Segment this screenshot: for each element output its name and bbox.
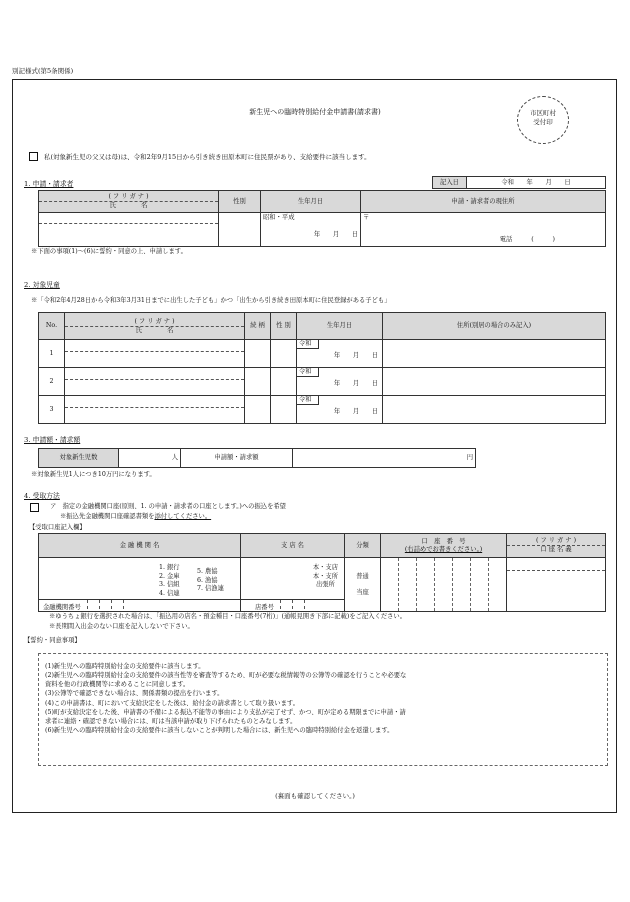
branch-name-header: 支 店 名	[241, 534, 345, 558]
bank-type-1: 1. 銀行	[159, 564, 180, 571]
bank-name-header: 金 融 機 関 名	[39, 534, 241, 558]
section4-heading: 4. 受取方法	[24, 492, 60, 500]
children-table	[38, 312, 606, 424]
account-digit-3[interactable]	[417, 558, 435, 612]
newborn-count-field[interactable]	[119, 449, 181, 468]
account-digit-1[interactable]	[381, 558, 399, 612]
account-heading: 【受取口座記入欄】	[29, 524, 86, 531]
child-relation-field[interactable]	[245, 368, 271, 396]
children-name-label: 氏 名	[135, 326, 174, 334]
newborn-count-unit: 人	[171, 454, 178, 462]
bank-type-6: 6. 漁協	[197, 576, 218, 584]
pledge-item: 求者に連絡・確認できない場合には、町は当該申請が取り下げられたものとみなします。	[45, 717, 297, 725]
child-gender-field[interactable]	[271, 396, 297, 424]
account-holder-furigana-label: ( フ リ ガ ナ )	[507, 537, 605, 546]
child-address-field[interactable]	[383, 340, 606, 368]
bank-type-7: 7. 信漁連	[197, 585, 224, 592]
children-furigana-label: ( フ リ ガ ナ )	[65, 318, 244, 327]
account-holder-header	[507, 534, 606, 558]
account-digit-4[interactable]	[435, 558, 453, 612]
pledge-item: (3)公簿等で確認できない場合は、関係書類の提出を行います。	[45, 690, 224, 698]
option-a-subnote	[60, 513, 211, 521]
applicant-era: 昭和・平成	[263, 214, 295, 221]
amount-label: 申請額・請求額	[181, 449, 293, 468]
account-digit-6[interactable]	[471, 558, 489, 612]
form-title: 新生児への臨時特別給付金申請書(請求書)	[249, 108, 381, 116]
form-label: 別記様式(第5条関係)	[12, 67, 74, 75]
bank-code-label: 金融機関番号	[43, 604, 81, 611]
child-row-no: 1	[39, 340, 65, 368]
pledge-item: (2)新生児への臨時特別給付金の支給要件の該当性等を審査等するため、町が必要な税情報等の公簿等の確認を行うことや必要な	[45, 672, 407, 680]
child-era: 令和	[297, 340, 319, 349]
pledge-item: (5)町が支給決定をした後、申請書の不備による振込不能等の事由により支払が完了せず、かつ、町が定める期限までに申請・請	[45, 708, 406, 716]
child-dob-field[interactable]	[297, 340, 383, 368]
stamp-line-2: 受付印	[533, 117, 553, 126]
branch-code-label: 店番号	[255, 604, 274, 611]
child-dob-ymd: 年 月 日	[333, 379, 378, 387]
child-dob-ymd: 年 月 日	[333, 351, 378, 359]
account-holder-field[interactable]	[507, 558, 606, 612]
bank-transfer-checkbox[interactable]	[30, 503, 39, 512]
section3-note: ※対象新生児1人につき10万円になります。	[31, 471, 156, 478]
child-name-field[interactable]	[65, 368, 245, 396]
account-number-header	[381, 534, 507, 558]
amount-field[interactable]	[293, 449, 476, 468]
account-number-label: 口 座 番 号	[421, 537, 466, 545]
declaration-text: 私(対象新生児の父又は母)は、令和2年9月15日から引き続き田原本町に住民票があり、支給要件に該当します。	[44, 153, 371, 161]
applicant-dob-ymd: 年 月 日	[313, 230, 358, 238]
bank-type-3: 3. 信組	[159, 581, 180, 588]
section3-heading: 3. 申請額・請求額	[24, 436, 81, 444]
declaration-checkbox[interactable]	[29, 152, 38, 161]
applicant-name-label: 氏 名	[109, 202, 148, 209]
pledge-item: (4)この申請書は、町において支給決定をした後は、給付金の請求書として取り扱います。	[45, 699, 299, 707]
stamp-line-1: 市区町村	[530, 109, 556, 117]
section1-note: ※下面の事項(1)～(6)に誓約・同意の上、申請します。	[31, 248, 187, 255]
footer-note: (裏面も確認してください。)	[275, 792, 355, 800]
applicant-address-field[interactable]	[361, 213, 606, 247]
bank-type-5: 5. 農協	[197, 568, 218, 575]
applicant-table	[38, 190, 606, 247]
account-digit-5[interactable]	[453, 558, 471, 612]
reception-stamp	[517, 96, 569, 144]
account-type-header: 分類	[345, 534, 381, 558]
section1-heading: 1. 申請・請求者	[24, 180, 74, 188]
child-era: 令和	[297, 396, 319, 405]
child-address-field[interactable]	[383, 396, 606, 424]
children-no-header: No.	[39, 313, 65, 340]
pledge-heading: 【誓約・同意事項】	[24, 637, 81, 644]
children-relation-header: 続 柄	[245, 313, 271, 340]
option-a-sub-underlined: 添付してください。	[154, 513, 212, 520]
section2-criteria: ※「令和2年4月28日から令和3年3月31日までに出生した子ども」かつ「出生から引き続き田原本町に住民登録がある子ども」	[31, 297, 391, 304]
child-name-field[interactable]	[65, 340, 245, 368]
applicant-gender-field[interactable]	[219, 213, 261, 247]
applicant-dob-field[interactable]	[261, 213, 361, 247]
children-gender-header: 性 別	[271, 313, 297, 340]
pledge-item: (6)新生児への臨時特別給付金の支給要件に該当しないことが判明した場合には、新生児への臨時特別給付金を返還します。	[45, 726, 394, 734]
child-row-no: 2	[39, 368, 65, 396]
branch-type-1: 本・支店	[312, 564, 338, 571]
account-table	[38, 533, 606, 612]
amount-unit: 円	[466, 454, 473, 462]
child-dob-ymd: 年 月 日	[333, 407, 378, 415]
account-type-field[interactable]	[345, 558, 381, 612]
branch-name-field[interactable]	[241, 558, 345, 612]
applicant-name-field[interactable]	[39, 213, 219, 247]
phone-label: 電話 ( )	[499, 236, 555, 244]
applicant-dob-header: 生年月日	[261, 191, 361, 213]
applicant-gender-header: 性別	[219, 191, 261, 213]
child-relation-field[interactable]	[245, 340, 271, 368]
applicant-address-header: 申請・請求者の現住所	[361, 191, 606, 213]
account-type-current: 当座	[356, 588, 369, 596]
children-dob-header: 生年月日	[297, 313, 383, 340]
account-number-sublabel: (右詰めでお書きください。)	[404, 545, 483, 553]
applicant-furigana-label: ( フ リ ガ ナ )	[39, 193, 218, 202]
child-dob-field[interactable]	[297, 396, 383, 424]
account-type-ordinary: 普通	[356, 573, 369, 581]
section4-note-1: ※ゆうちょ銀行を選択された場合は、「振込用の店名・預金種目・口座番号(7桁)」(通帳見開き下部に記載)をご記入ください。	[49, 613, 407, 620]
account-digit-2[interactable]	[399, 558, 417, 612]
pledge-item: 資料を他の行政機関等に求めることに同意します。	[45, 681, 190, 689]
postal-mark: 〒	[363, 214, 370, 221]
amount-table	[38, 448, 476, 468]
entry-date-table	[432, 176, 606, 189]
child-address-field[interactable]	[383, 368, 606, 396]
child-dob-field[interactable]	[297, 368, 383, 396]
account-digit-7[interactable]	[489, 558, 507, 612]
bank-name-field[interactable]	[39, 558, 241, 612]
bank-type-2: 2. 金庫	[159, 572, 180, 580]
child-gender-field[interactable]	[271, 368, 297, 396]
section4-note-2: ※長期間入出金のない口座を記入しないで下さい。	[49, 623, 194, 630]
branch-type-2: 本・支所	[312, 572, 338, 580]
option-a-text: ア 指定の金融機関口座(原則、1. の申請・請求者の口座とします。)への振込を希望	[50, 503, 286, 510]
applicant-name-header	[39, 191, 219, 213]
child-gender-field[interactable]	[271, 340, 297, 368]
option-a-sub-text: ※振込先金融機関口座確認書類を	[60, 513, 155, 520]
entry-date-label: 記入日	[433, 177, 467, 189]
pledge-item: (1)新生児への臨時特別給付金の支給要件に該当します。	[45, 663, 205, 670]
child-name-field[interactable]	[65, 396, 245, 424]
child-relation-field[interactable]	[245, 396, 271, 424]
section2-heading: 2. 対象児童	[24, 281, 60, 289]
child-era: 令和	[297, 368, 319, 377]
account-holder-label: 口 座 名 義	[540, 546, 572, 553]
children-name-header	[65, 313, 245, 340]
branch-type-3: 出張所	[315, 581, 335, 588]
children-address-header: 住所(別居の場合のみ記入)	[383, 313, 606, 340]
newborn-count-label: 対象新生児数	[39, 449, 119, 468]
child-row-no: 3	[39, 396, 65, 424]
entry-date-field[interactable]: 令和 年 月 日	[467, 177, 606, 189]
bank-type-4: 4. 信連	[159, 589, 180, 597]
pledge-box	[38, 653, 608, 766]
